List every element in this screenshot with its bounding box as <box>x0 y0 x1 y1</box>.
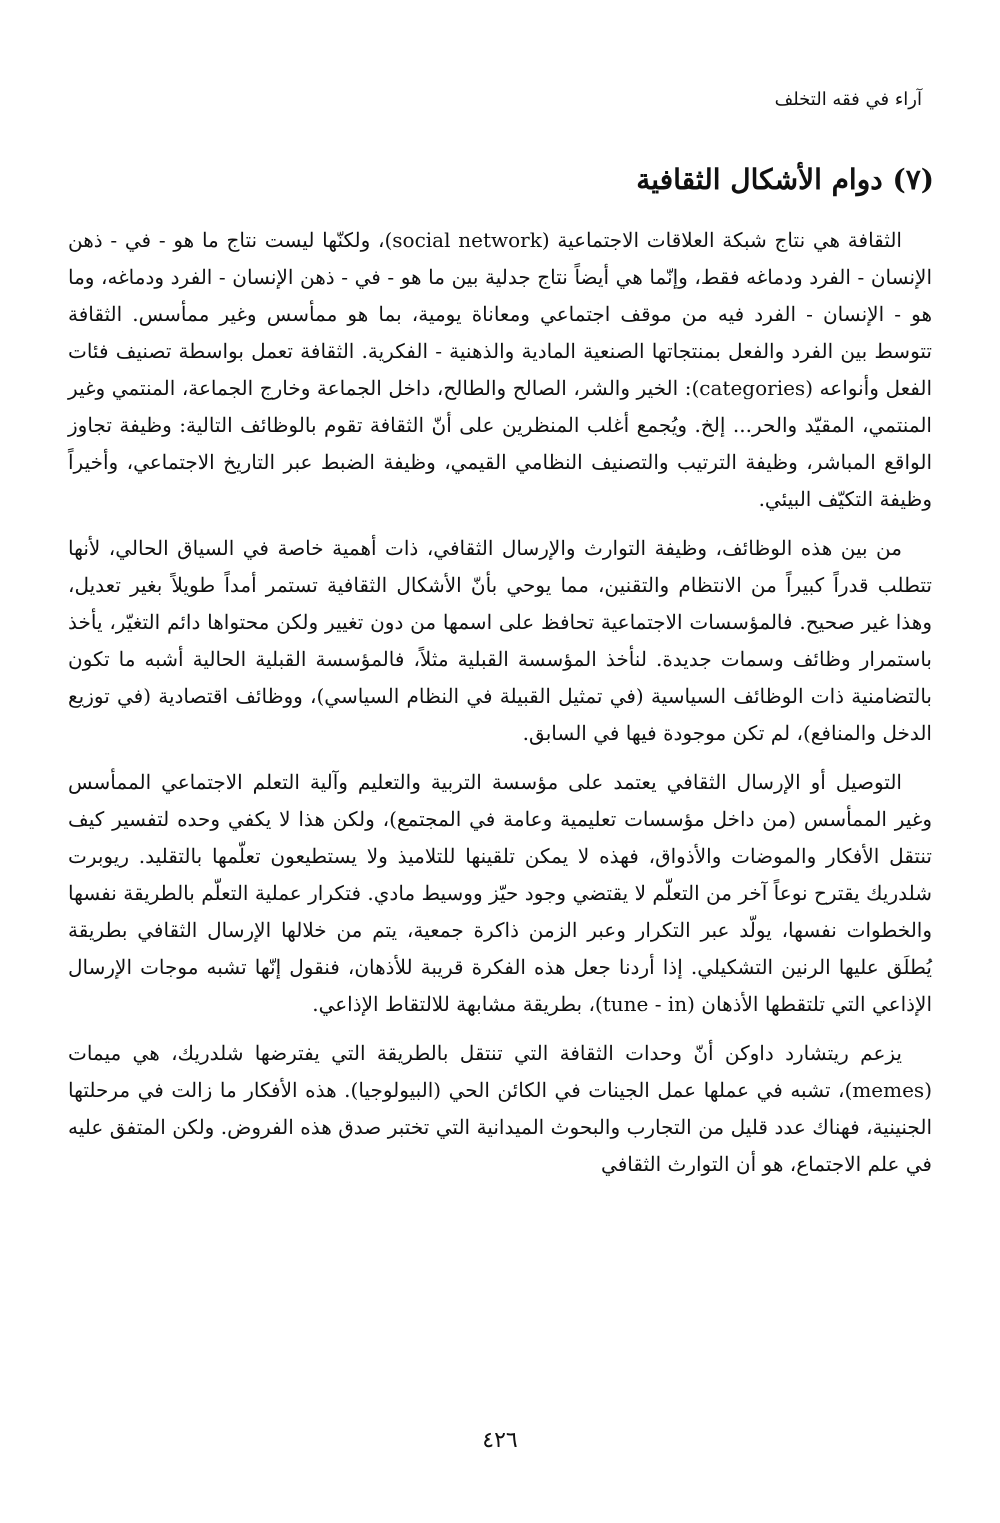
running-header: آراء في فقه التخلف <box>774 89 922 110</box>
section-title: (٧) دوام الأشكال الثقافية <box>636 163 934 196</box>
paragraph-culture-definition: الثقافة هي نتاج شبكة العلاقات الاجتماعية (social network)، ولكنّها ليست نتاج ما هو - في - ذهن الإنسان - الفرد ودماغه فقط، وإنّما هي أيضاً نتاج جدلية بين ما هو - في - ذهن الإنسان - الفرد ودماغه، وما هو - الإنسان - الفرد فيه من موقف اجتماعي ومعاناة يومية، بما هو ممأسس وغير ممأسس. الثقافة تتوسط بين الفرد والفعل بمنتجاتها الصنعية المادية والذهنية - الفكرية. الثقافة تعمل بواسطة تصنيف فئات الفعل وأنواعه (categories): الخير والشر، الصالح والطالح، داخل الجماعة وخارج الجماعة، المنتمي وغير المنتمي، المقيّد والحر... إلخ. ويُجمع أغلب المنظرين على أنّ الثقافة تقوم بالوظائف التالية: وظيفة تجاوز الواقع المباشر، وظيفة الترتيب والتصنيف النظامي القيمي، وظيفة الضبط عبر التاريخ الاجتماعي، وأخيراً وظيفة التكيّف البيئي. <box>68 228 933 511</box>
paragraph-morphic-resonance: التوصيل أو الإرسال الثقافي يعتمد على مؤسسة التربية والتعليم وآلية التعلم الاجتماعي الممأسس وغير الممأسس (من داخل مؤسسات تعليمية وعامة في المجتمع)، ولكن هذا لا يكفي وحده لتفسير كيف تنتقل الأفكار والموضات والأذواق، فهذه لا يمكن تلقينها للتلاميذ ولا يستطيعون تعلّمها بالتقليد. ريوبرت شلدريك يقترح نوعاً آخر من التعلّم لا يقتضي وجود حيّز ووسيط مادي. فتكرار عملية التعلّم بالطريقة نفسها والخطوات نفسها، يولّد عبر التكرار وعبر الزمن ذاكرة جمعية، يتم من خلالها الإرسال الثقافي بطريقة يُطلَق عليها الرنين التشكيلي. إذا أردنا جعل هذه الفكرة قريبة للأذهان، فنقول إنّها تشبه موجات الإرسال الإذاعي التي تلتقطها الأذهان (tune - in)، بطريقة مشابهة للالتقاط الإذاعي. <box>68 770 933 1016</box>
paragraph-transmission-function: من بين هذه الوظائف، وظيفة التوارث والإرسال الثقافي، ذات أهمية خاصة في السياق الحالي، لأنها تتطلب قدراً كبيراً من الانتظام والتقنين، مما يوحي بأنّ الأشكال الثقافية تستمر أمداً طويلاً بغير تعديل، وهذا غير صحيح. فالمؤسسات الاجتماعية تحافظ على اسمها من دون تغيير ولكن محتواها دائم التغيّر، يأخذ باستمرار وظائف وسمات جديدة. لنأخذ المؤسسة القبلية مثلاً، فالمؤسسة القبلية الحالية أشبه ما تكون بالتضامنية ذات الوظائف السياسية (في تمثيل القبيلة في النظام السياسي)، ووظائف اقتصادية (في توزيع الدخل والمنافع)، لم تكن موجودة فيها في السابق. <box>68 536 932 745</box>
paragraph-memes: يزعم ريتشارد داوكن أنّ وحدات الثقافة التي تنتقل بالطريقة التي يفترضها شلدريك، هي ميمات (memes)، تشبه في عملها عمل الجينات في الكائن الحي (البيولوجيا). هذه الأفكار ما زالت في مرحلتها الجنينية، فهناك عدد قليل من التجارب والبحوث الميدانية التي تختبر صدق هذه الفروض. ولكن المتفق عليه في علم الاجتماع، هو أن التوارث الثقافي <box>68 1041 932 1176</box>
page-number: ٤٢٦ <box>482 1428 518 1453</box>
body-text <box>68 222 932 1195</box>
